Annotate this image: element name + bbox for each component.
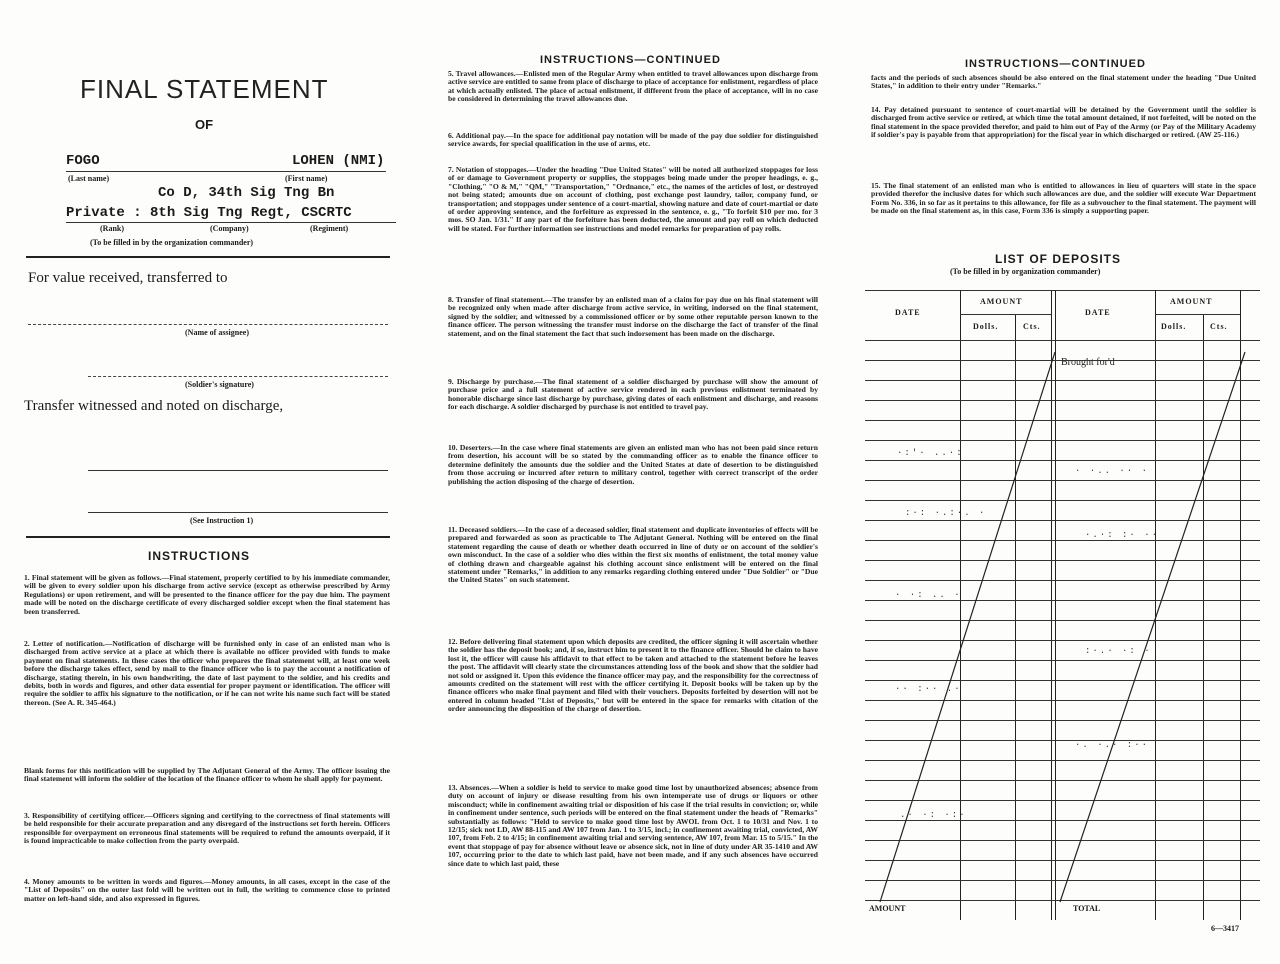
value-received-text: For value received, transferred to — [28, 270, 228, 286]
back-panel — [865, 0, 1260, 964]
amount-header-left: AMOUNT — [980, 297, 1023, 306]
deposits-title: LIST OF DEPOSITS — [995, 252, 1122, 266]
cts-header-left: Cts. — [1023, 322, 1041, 331]
last-name-value: FOGO — [66, 153, 100, 169]
faint-mark: :·.· ·: · — [1085, 646, 1152, 656]
first-name-label: (First name) — [285, 174, 328, 183]
rank-label: (Rank) — [100, 224, 125, 233]
date-header-left: DATE — [895, 308, 921, 317]
dolls-header-left: Dolls. — [973, 322, 999, 331]
amount-header-right: AMOUNT — [1170, 297, 1213, 306]
instruction-14: 14. Pay detained pursuant to sentence of court-martial will be detained by the Government until the soldier is discharged from active service or retired, at which time the total amount detained, if not forfeited, will be noted on the final statement in the space provided therefor, and paid to him out of Pay of the Army (or Pay of the Military Academy if soldier's pay is payable from that appropriation) for the fiscal year in which discharged or retired. (AW 25-116.) — [871, 105, 1256, 140]
middle-panel — [440, 0, 820, 964]
company-value: Co D, 34th Sig Tng Bn — [158, 185, 335, 201]
instruction-13: 13. Absences.—When a soldier is held to service to make good time lost by unauthorized absences; absence from duty on account of injury or disease resulting from his own intemperate use of drugs or liquors or other misconduct; while in confinement awaiting trial or disposition of his case if the trial results in conviction; or, while in confinement under sentence, such periods will be entered on the final statement under the heads of "Remarks" substantially as follows: "Held to service to make good time lost by AWOL from Oct. 1 to 10/31 and Nov. 1 to 12/15; sick not LD, AW 88-115 and AW 107 from Jan. 1 to 3/15, incl.; in confinement awaiting trial, convicted, AW 107, from Feb. 2 to 4/15; in confinement awaiting trial and serving sentence, AW 107, from Mar. 15 to 5/15." In the event that stoppage of pay for absence without leave or absence sick, not in line of duty under AR 35-1410 and AW 107, occurring prior to the date to which last paid, have not been made, and if any such absences have occurred since date to which last paid, these — [448, 783, 818, 868]
deposits-note: (To be filled in by organization commander) — [950, 267, 1101, 276]
soldier-signature-label: (Soldier's signature) — [185, 380, 254, 389]
instruction-12: 12. Before delivering final statement upon which deposits are credited, the officer signing it will ascertain whether the soldier has the deposit book; and, if so, instruct him to present it to the finance officer. Should he claim to have lost it, the officer will cause his affidavit to that effect to be taken and attached to the statement before he leaves the post. The affidavit will clearly state the circumstances attending loss of the book and show that the soldier had not sold or assigned it. Upon this evidence the finance officer may pay, and the responsibility for the correctness of amounts credited on the statement will rest with the officer certifying it. Deposit books will be taken up by the finance officers who make final payment and filed with their vouchers. Deposits forfeited by desertion will not be entered in column headed "List of Deposits," but will be entered in the space for remarks with citation of the order announcing the disposition of the charge of desertion. — [448, 637, 818, 714]
company-label: (Company) — [210, 224, 249, 233]
dolls-header-right: Dolls. — [1161, 322, 1187, 331]
assignee-line — [28, 324, 388, 325]
form-title-of: OF — [195, 117, 214, 132]
rank-rule — [66, 222, 396, 223]
instruction-2-note: Blank forms for this notification will be supplied by The Adjutant General of the Army. The officer issuing the final statement will inform the soldier of the location of the finance officer to whom he shall apply for payment. — [24, 766, 390, 784]
form-number: 6—3417 — [1211, 924, 1239, 933]
faint-mark: ·. ·.· :·· — [1075, 740, 1150, 750]
regiment-label: (Regiment) — [310, 224, 349, 233]
soldier-signature-line — [88, 376, 388, 377]
last-name-label: (Last name) — [68, 174, 110, 183]
instruction-1: 1. Final statement will be given as follows.—Final statement, properly certified to by his immediate commander, will be given to every soldier upon his discharge from active service (except as otherwise prescribed by Army Regulations) or upon retirement, and will be presented to the finance officer for the pay due him. The payment made will be noted on the discharge certificate of every discharged soldier except when the final statement has been transferred. — [24, 573, 390, 616]
amount-footer-label: AMOUNT — [869, 904, 906, 913]
faint-mark: · ·.. ·· · — [1075, 466, 1150, 476]
instruction-10: 10. Deserters.—In the case where final statements are given an enlisted man who has not been paid since return from desertion, his account will be so stated by the commanding officer as to enable the finance officer to determine definitely the amounts due the soldier and the United States at date of desertion to be distinguished from those accruing or incurred after return to military control, together with correct transcript of the order publishing the action disposing of the charge of desertion. — [448, 443, 818, 486]
faint-mark: :·: ·.:·. · — [905, 508, 987, 518]
instruction-13-cont: facts and the periods of such absences should be also entered on the final statement under the heading "Due United States," in addition to their entry under "Remarks." — [871, 73, 1256, 91]
see-instruction-label: (See Instruction 1) — [190, 516, 254, 525]
transfer-witnessed-text: Transfer witnessed and noted on discharge, — [24, 398, 284, 414]
instruction-8: 8. Transfer of final statement.—The transfer by an enlisted man of a claim for pay due on his final statement will be recognized only when made after discharge from active service, in writing, indorsed on the final statement, signed by the soldier, and witnessed by a commissioned officer or by some other reputable person known to the finance officer. The person witnessing the transfer must indorse on the discharge the fact of transfer of the final statement, and on the final statement the fact that such indorsement has been made on the discharge. — [448, 295, 818, 338]
witness-line-1 — [88, 470, 388, 471]
fill-note: (To be filled in by the organization commander) — [90, 238, 254, 247]
strike-line-right — [1060, 352, 1245, 902]
faint-mark: ·· :·· .· — [895, 684, 962, 694]
assignee-label: (Name of assignee) — [185, 328, 249, 337]
instruction-2: 2. Letter of notification.—Notification of discharge will be furnished only in case of an enlisted man who is discharged from active service at a place at which there is available no officer provided with funds to make payment on final statements. In these cases the officer who prepares the final statement will, at least one week before the discharge takes effect, send by mail to the finance officer who is to pay the account a notification of discharge, stating therein, in his own handwriting, the date of last payment to the soldier, and his credits and debits, both in words and figures, and other data essential for proper payment or identification. The officer will require the soldier to affix his signature to the notification, or if he can not write his name such fact will be stated thereon. (See A. R. 345-464.) — [24, 639, 390, 707]
section-divider — [26, 256, 390, 258]
cancel-strike-lines — [865, 290, 1260, 920]
faint-mark: · ·: .. · — [895, 590, 962, 600]
name-rule — [66, 171, 386, 172]
first-name-value: LOHEN (NMI) — [292, 153, 385, 169]
rank-regiment-value: Private : 8th Sig Tng Regt, CSCRTC — [66, 205, 352, 221]
brought-forward-label: Brought for'd — [1061, 357, 1115, 368]
instruction-5: 5. Travel allowances.—Enlisted men of the Regular Army when entitled to travel allowances upon discharge from active service are entitled to same from place of discharge to place of acceptance for enlistment, regardless of place at which actually enlisted. The place of actual enlistment, if different from the place of acceptance, will in no case be considered in determining the travel allowances due. — [448, 69, 818, 104]
witness-line-2 — [88, 512, 388, 513]
right-heading: INSTRUCTIONS—CONTINUED — [965, 58, 1146, 70]
front-panel — [20, 0, 390, 964]
middle-heading: INSTRUCTIONS—CONTINUED — [540, 54, 721, 66]
instruction-9: 9. Discharge by purchase.—The final statement of a soldier discharged by purchase will show the amount of purchase price and a full statement of active service rendered in each previous enlistment terminated by honorable discharge since last discharge by purchase, giving dates of each enlistment and discharge, and reasons for each discharge. A soldier discharged by purchase is not entitled to travel pay. — [448, 377, 818, 412]
form-title: FINAL STATEMENT — [80, 74, 329, 104]
total-footer-label: TOTAL — [1073, 904, 1101, 913]
instruction-11: 11. Deceased soldiers.—In the case of a deceased soldier, final statement and duplicate inventories of effects will be prepared and forwarded as soon as practicable to The Adjutant General. Nothing will be entered on the final statement regarding the cause of death or whether death occurred in line of duty or on account of the soldier's own misconduct. In the case of a soldier who dies within the first six months of enlistment, the total money value of clothing drawn and chargeable against his clothing account since enlistment will be entered on the final statement under "Remarks," in addition to any remarks regarding clothing entered under "Due Soldier" or "Due the United States" on such statement. — [448, 525, 818, 585]
instruction-4: 4. Money amounts to be written in words and figures.—Money amounts, in all cases, except in the case of the "List of Deposits" on the outer last fold will be written out in full, the writing to commence close to printed matter on left-hand side, and also expressed in figures. — [24, 877, 390, 903]
instruction-7: 7. Notation of stoppages.—Under the heading "Due United States" will be noted all authorized stoppages for loss of or damage to Government property or supplies, the stoppages being made under the proper headings, e. g., "Clothing," "O & M," "QM," "Transportation," "Ordnance," etc., the names of the articles of lost, or destroyed not being stated; amounts due on account of clothing, post exchange post laundry, tailor, company fund, or transportation; and stoppages under sentence of a court-martial, showing nature and date of court-martial or date of order approving sentence, and the forfeiture as expressed in the sentence, e. g., "To forfeit $10 per mo. for 3 mos. SO Jan. 1/31." If any part of the forfeiture has been deducted, the amount and pay roll on which deducted will be stated. For further information see instructions and model remarks for preparation of pay rolls. — [448, 165, 818, 233]
instruction-6: 6. Additional pay.—In the space for additional pay notation will be made of the pay due soldier for distinguished service awards, for special qualification in the use of arms, etc. — [448, 131, 818, 149]
instructions-heading: INSTRUCTIONS — [148, 549, 250, 563]
cts-header-right: Cts. — [1210, 322, 1228, 331]
instruction-3: 3. Responsibility of certifying officer.—Officers signing and certifying to the correctness of final statements will be held responsible for their accurate preparation and any disregard of the instructions set forth herein. Officers responsible for overpayment on erroneous final statements will be required to refund the amounts overpaid, if it is found impracticable to make collection from the party overpaid. — [24, 811, 390, 846]
instructions-divider — [26, 536, 390, 538]
date-header-right: DATE — [1085, 308, 1111, 317]
instruction-15: 15. The final statement of an enlisted man who is entitled to allowances in lieu of quarters will state in the space provided therefor the inclusive dates for which such allowances are due, and the soldier will execute War Department Form No. 336, in so far as it pertains to this allowance, for file as a subvoucher to the final statement. The payment will be made on the final statement as, in this case, Form 336 is simply a supporting paper. — [871, 181, 1256, 216]
faint-mark: ·:'· ..·: — [897, 448, 964, 458]
faint-mark: ·.·: :· ·· — [1085, 530, 1160, 540]
deposits-table — [865, 290, 1260, 920]
faint-mark: .· ·: ·:· — [900, 810, 967, 820]
